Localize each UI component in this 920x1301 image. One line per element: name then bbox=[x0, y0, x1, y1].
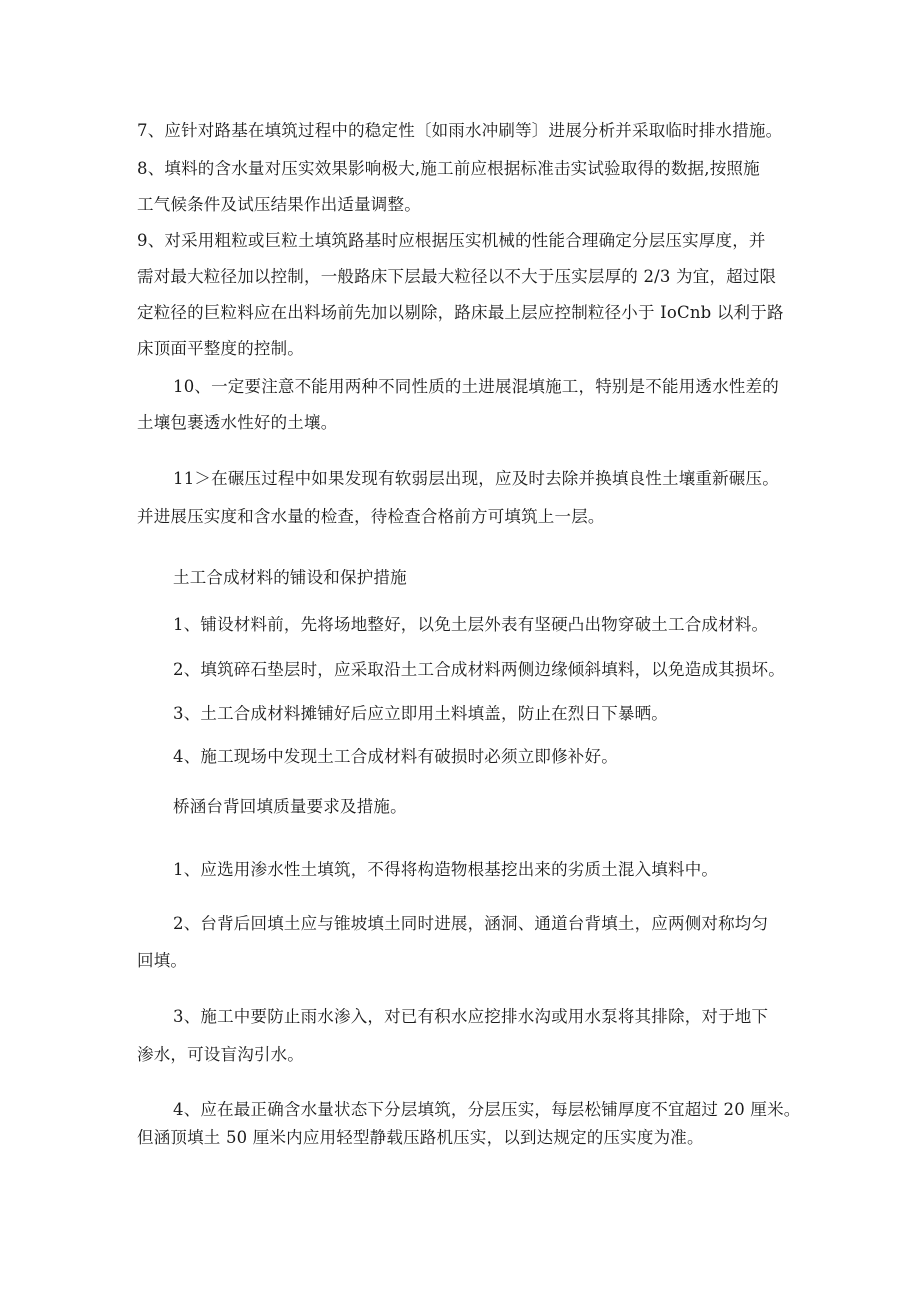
section-heading: 土工合成材料的铺设和保护措施 bbox=[173, 568, 407, 587]
paragraph-line: 并进展压实度和含水量的检查，待检查合格前方可填筑上一层。 bbox=[137, 507, 605, 526]
paragraph-line: 土壤包裹透水性好的土壤。 bbox=[137, 413, 338, 432]
paragraph-line: 1、铺设材料前，先将场地整好，以免土层外表有坚硬凸出物穿破土工合成材料。 bbox=[173, 615, 769, 634]
paragraph-line: 需对最大粒径加以控制，一般路床下层最大粒径以不大于压实层厚的 2/3 为宜，超过限 bbox=[137, 267, 777, 286]
paragraph-line: 床顶面平整度的控制。 bbox=[137, 339, 304, 358]
paragraph-line: 4、施工现场中发现土工合成材料有破损时必须立即修补好。 bbox=[173, 747, 618, 766]
paragraph-line: 定粒径的巨粒料应在出料场前先加以剔除，路床最上层应控制粒径小于 IoCnb 以利于路 bbox=[137, 303, 784, 322]
paragraph-line: 9、对采用粗粒或巨粒土填筑路基时应根据压实机械的性能合理确定分层压实厚度，并 bbox=[137, 231, 766, 250]
paragraph-line: 3、土工合成材料摊铺好后应立即用土料填盖，防止在烈日下暴晒。 bbox=[173, 704, 668, 723]
section-heading: 桥涵台背回填质量要求及措施。 bbox=[173, 797, 407, 816]
paragraph-line: 11＞在碾压过程中如果发现有软弱层出现，应及时去除并换填良性土壤重新碾压。 bbox=[173, 469, 779, 488]
paragraph-line: 工气候条件及试压结果作出适量调整。 bbox=[137, 195, 421, 214]
paragraph-line: 1、应选用渗水性土填筑，不得将构造物根基挖出来的劣质土混入填料中。 bbox=[173, 860, 719, 879]
paragraph-line: 10、一定要注意不能用两种不同性质的土进展混填施工，特别是不能用透水性差的 bbox=[173, 377, 779, 396]
paragraph-line: 8、填料的含水量对压实效果影响极大,施工前应根据标准击实试验取得的数据,按照施 bbox=[137, 159, 760, 178]
paragraph-line: 回填。 bbox=[137, 951, 188, 970]
paragraph-line: 3、施工中要防止雨水渗入，对已有积水应挖排水沟或用水泵将其排除，对于地下 bbox=[173, 1007, 769, 1026]
paragraph-line: 2、填筑碎石垫层时，应采取沿土工合成材料两侧边缘倾斜填料，以免造成其损坏。 bbox=[173, 660, 785, 679]
paragraph-line: 7、应针对路基在填筑过程中的稳定性〔如雨水冲刷等〕进展分析并采取临时排水措施。 bbox=[137, 121, 783, 140]
paragraph-line: 渗水，可设盲沟引水。 bbox=[137, 1045, 304, 1064]
paragraph-line: 4、应在最正确含水量状态下分层填筑，分层压实，每层松铺厚度不宜超过 20 厘米。 bbox=[173, 1100, 801, 1119]
paragraph-line: 但涵顶填土 50 厘米内应用轻型静载压路机压实，以到达规定的压实度为准。 bbox=[137, 1128, 704, 1147]
paragraph-line: 2、台背后回填土应与锥坡填土同时进展，涵洞、通道台背填土，应两侧对称均匀 bbox=[173, 914, 769, 933]
